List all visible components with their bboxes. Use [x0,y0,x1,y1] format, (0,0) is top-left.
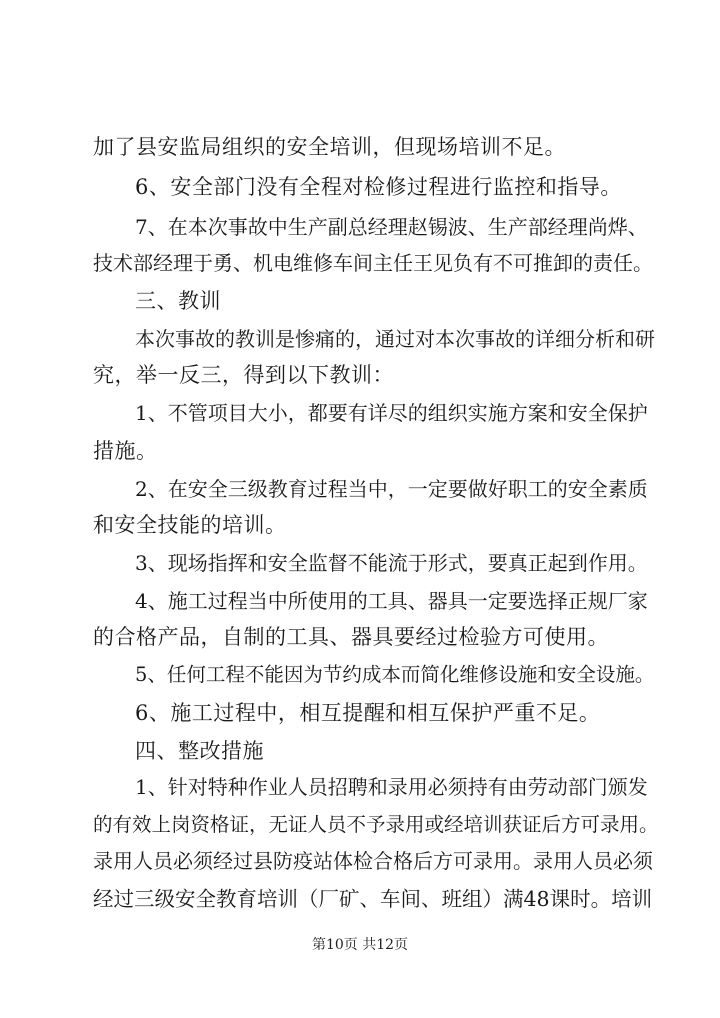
text-line: 究，举一反三，得到以下教训： [93,363,394,387]
text-line: 经过三级安全教育培训（厂矿、车间、班组）满48课时。培训 [93,887,653,911]
text-line: 2、在安全三级教育过程当中，一定要做好职工的安全素质 [135,477,648,501]
page-number: 第10页 共12页 [311,937,409,953]
text-line: 3、现场指挥和安全监督不能流于形式，要真正起到作用。 [135,551,648,575]
text-line: 6、安全部门没有全程对检修过程进行监控和指导。 [135,175,622,199]
text-line: 的有效上岗资格证，无证人员不予录用或经培训获证后方可录用。 [93,813,659,836]
text-line: 4、施工过程当中所使用的工具、器具一定要选择正规厂家 [135,589,648,613]
section-heading: 四、整改措施 [135,739,264,763]
text-line: 6、施工过程中，相互提醒和相互保护严重不足。 [135,701,601,725]
text-line: 7、在本次事故中生产副总经理赵锡波、生产部经理尚烨、 [135,215,648,239]
text-line: 加了县安监局组织的安全培训，但现场培训不足。 [93,135,566,159]
text-line: 的合格产品，自制的工具、器具要经过检验方可使用。 [93,625,609,649]
section-heading: 三、教训 [135,289,221,313]
text-line: 措施。 [93,439,158,463]
text-line: 技术部经理于勇、机电维修车间主任王见负有不可推卸的责任。 [93,251,653,275]
text-line: 录用人员必须经过县防疫站体检合格后方可录用。录用人员必须 [93,849,653,873]
text-line: 5、任何工程不能因为节约成本而简化维修设施和安全设施。 [135,663,655,686]
text-line: 1、针对特种作业人员招聘和录用必须持有由劳动部门颁发 [135,775,648,799]
text-line: 1、不管项目大小，都要有详尽的组织实施方案和安全保护 [135,401,648,425]
text-line: 本次事故的教训是惨痛的，通过对本次事故的详细分析和研 [135,327,655,351]
text-line: 和安全技能的培训。 [93,513,287,537]
